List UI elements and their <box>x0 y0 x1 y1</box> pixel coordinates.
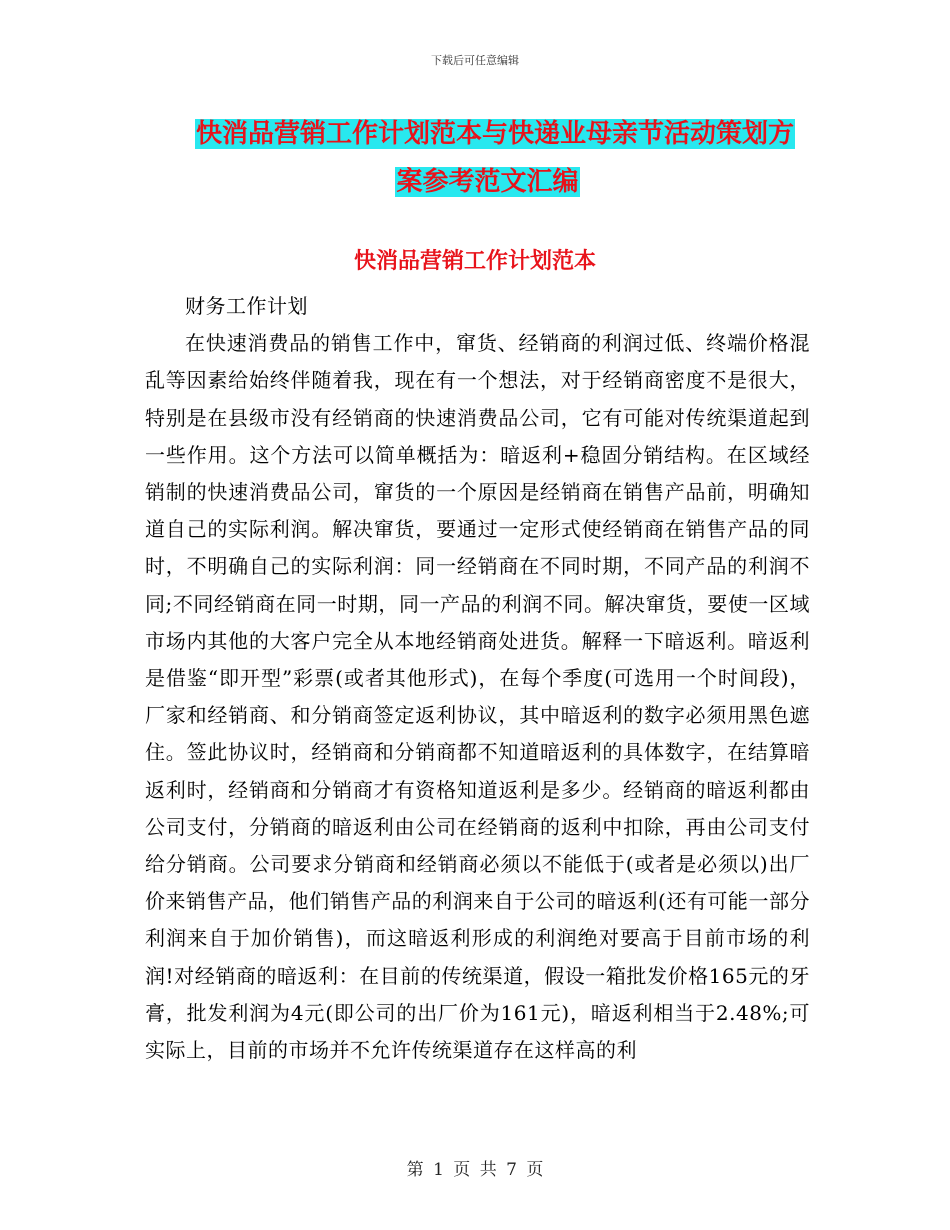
title-line-2 <box>145 158 810 206</box>
title-line-2-text: 案参考范文汇编 <box>396 167 579 197</box>
document-title <box>145 110 810 206</box>
section-title: 快消品营销工作计划范本 <box>353 248 596 274</box>
page-header-note: 下载后可任意编辑 <box>431 54 519 67</box>
page-number-footer: 第 1 页 共 7 页 <box>406 1160 544 1180</box>
body-paragraph: 在快速消费品的销售工作中，窜货、经销商的利润过低、终端价格混乱等因素给始终伴随着我，现在有一个想法，对于经销商密度不是很大，特别是在县级市没有经销商的快速消费品公司，它有可能对传统渠道起到一些作用。这个方法可以简单概括为：暗返利+稳固分销结构。在区域经销制的快速消费品公司，窜货的一个原因是经销商在销售产品前，明确知道自己的实际利润。解决窜货，要通过一定形式使经销商在销售产品的同时，不明确自己的实际利润：同一经销商在不同时期，不同产品的利润不同;不同经销商在同一时期，同一产品的利润不同。解决窜货，要使一区域市场内其他的大客户完全从本地经销商处进货。解释一下暗返利。暗返利是借鉴“即开型”彩票(或者其他形式)，在每个季度(可选用一个时间段)，厂家和经销商、和分销商签定返利协议，其中暗返利的数字必须用黑色遮住。签此协议时，经销商和分销商都不知道暗返利的具体数字，在结算暗返利时，经销商和分销商才有资格知道返利是多少。经销商的暗返利都由公司支付，分销商的暗返利由公司在经销商的返利中扣除，再由公司支付给分销商。公司要求分销商和经销商必须以不能低于(或者是必须以)出厂价来销售产品，他们销售产品的利润来自于公司的暗返利(还有可能一部分利润来自于加价销售)，而这暗返利形成的利润绝对要高于目前市场的利润!对经销商的暗返利：在目前的传统渠道，假设一箱批发价格165元的牙膏，批发利润为4元(即公司的出厂价为161元)，暗返利相当于2.48%;可实际上，目前的市场并不允许传统渠道存在这样高的利 <box>145 331 810 1063</box>
body-text <box>145 288 810 1069</box>
subheading-paragraph: 财务工作计划 <box>185 294 308 318</box>
title-line-1-text: 快消品营销工作计划范本与快递业母亲节活动策划方 <box>196 119 795 149</box>
title-line-1 <box>145 110 810 158</box>
